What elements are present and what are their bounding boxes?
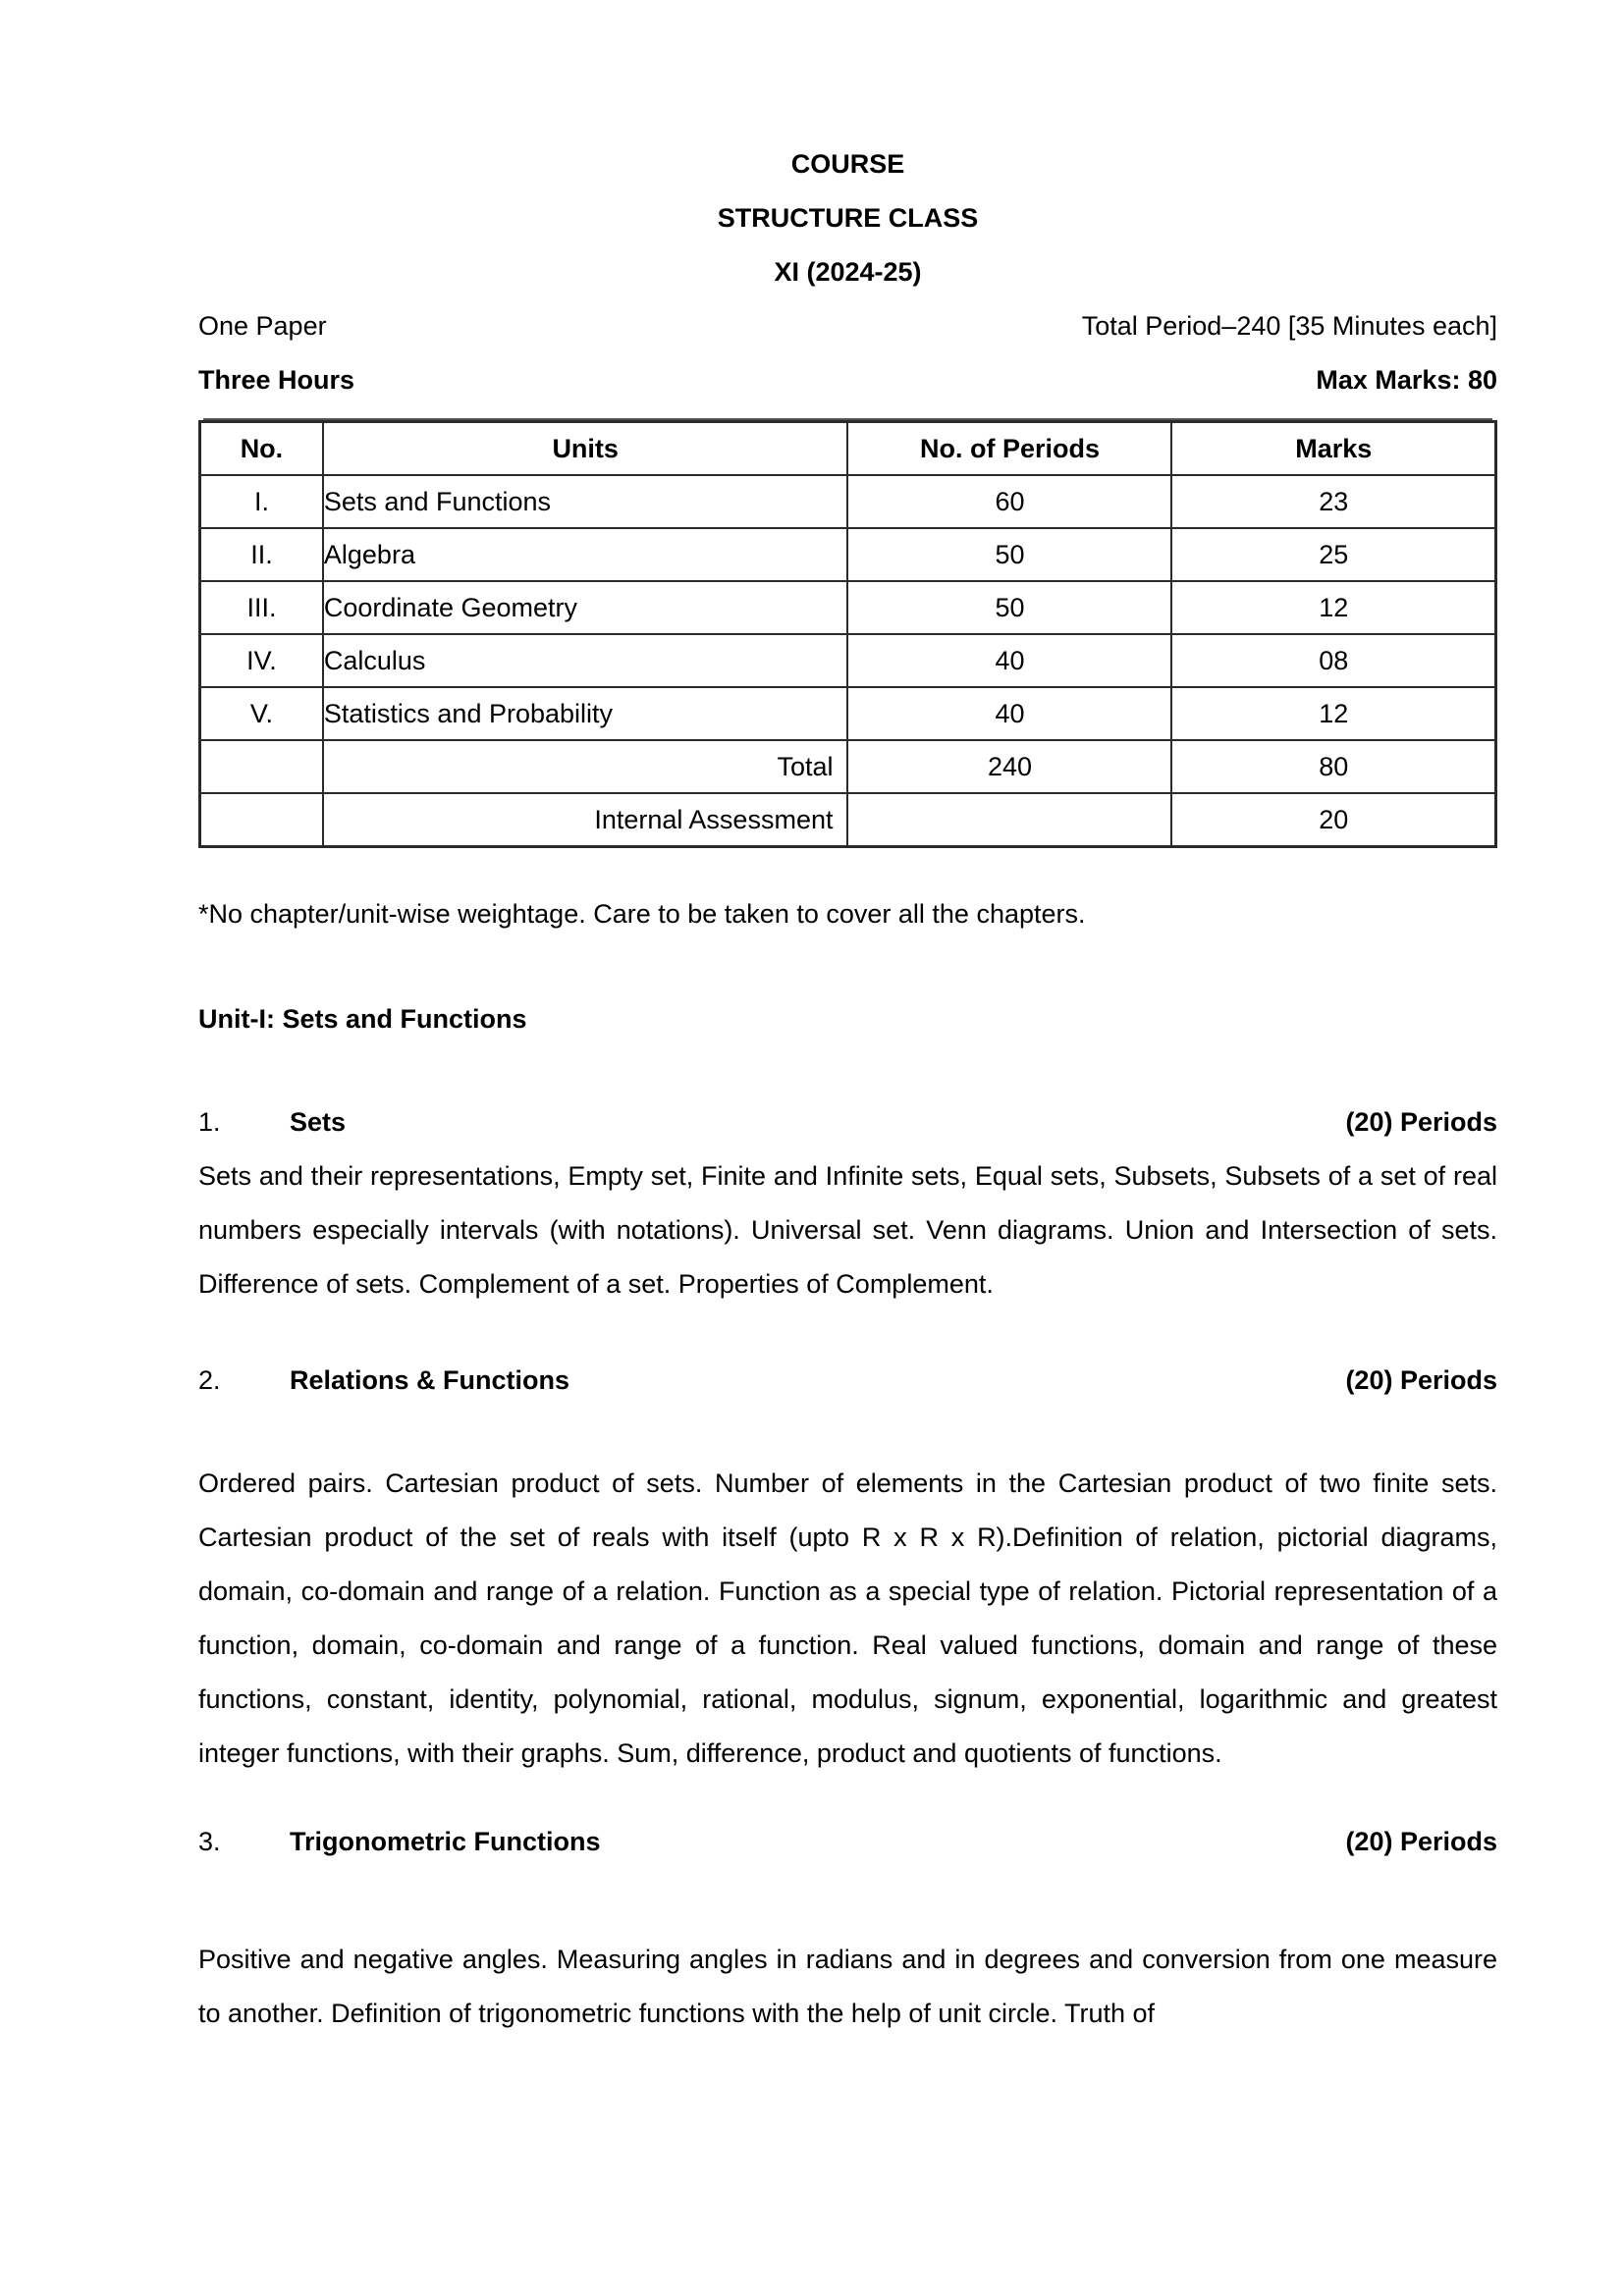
section-periods: (20) Periods <box>1345 1107 1497 1137</box>
section-heading-trigonometric-functions <box>198 1815 1497 1869</box>
table-row <box>200 528 1496 581</box>
table-row <box>200 634 1496 687</box>
internal-assessment-periods <box>847 793 1171 847</box>
title-line-2: STRUCTURE CLASS <box>717 203 979 233</box>
table-row <box>200 687 1496 740</box>
row-periods: 50 <box>847 581 1171 634</box>
total-marks: 80 <box>1171 740 1495 793</box>
internal-assessment-marks: 20 <box>1171 793 1495 847</box>
row-periods: 50 <box>847 528 1171 581</box>
max-marks-label: Max Marks: 80 <box>1316 365 1497 395</box>
table-row <box>200 581 1496 634</box>
row-no <box>200 793 323 847</box>
section-heading-sets <box>198 1095 1497 1149</box>
table-row <box>200 475 1496 528</box>
row-marks: 23 <box>1171 475 1495 528</box>
header-no: No. <box>200 422 323 476</box>
row-no: IV. <box>200 634 323 687</box>
row-periods: 40 <box>847 687 1171 740</box>
section-title: Relations & Functions <box>290 1365 570 1395</box>
row-no: V. <box>200 687 323 740</box>
row-no <box>200 740 323 793</box>
weightage-note: *No chapter/unit-wise weightage. Care to be taken to cover all the chapters. <box>198 899 1086 929</box>
row-periods: 40 <box>847 634 1171 687</box>
row-no: III. <box>200 581 323 634</box>
row-marks: 25 <box>1171 528 1495 581</box>
paper-count-label: One Paper <box>198 311 327 341</box>
row-unit: Statistics and Probability <box>323 687 848 740</box>
header-marks: Marks <box>1171 422 1495 476</box>
unit-heading: Unit-I: Sets and Functions <box>198 1004 527 1034</box>
total-period-label: Total Period–240 [35 Minutes each] <box>1081 311 1497 341</box>
row-marks: 12 <box>1171 687 1495 740</box>
section-title: Trigonometric Functions <box>290 1827 601 1856</box>
section-periods: (20) Periods <box>1345 1365 1497 1395</box>
section-number: 3. <box>198 1827 221 1856</box>
section-periods: (20) Periods <box>1345 1827 1497 1856</box>
row-unit: Algebra <box>323 528 848 581</box>
total-periods: 240 <box>847 740 1171 793</box>
section-heading-relations-functions <box>198 1354 1497 1408</box>
internal-assessment-label: Internal Assessment <box>323 793 848 847</box>
row-unit: Calculus <box>323 634 848 687</box>
row-periods: 60 <box>847 475 1171 528</box>
row-no: I. <box>200 475 323 528</box>
row-marks: 12 <box>1171 581 1495 634</box>
total-label: Total <box>323 740 848 793</box>
title-line-1: COURSE <box>790 149 905 179</box>
section-number: 2. <box>198 1365 221 1395</box>
section-number: 1. <box>198 1107 221 1137</box>
section-body-sets: Sets and their representations, Empty set, Finite and Infinite sets, Equal sets, Subsets, Subsets of a set of real numbers especially intervals (with notations). Universal set. Venn diagrams. Union and Intersection of sets. Difference of sets. Complement of a set. Properties of Complement. <box>198 1161 1497 1299</box>
header-units: Units <box>323 422 848 476</box>
table-total-row <box>200 740 1496 793</box>
course-structure-table <box>198 420 1497 848</box>
duration-label: Three Hours <box>198 365 355 395</box>
title-line-3: XI (2024-25) <box>774 257 922 287</box>
row-no: II. <box>200 528 323 581</box>
document-title <box>198 137 1497 299</box>
table-internal-assessment-row <box>200 793 1496 847</box>
section-body-trigonometric-functions: Positive and negative angles. Measuring angles in radians and in degrees and conversion from one measure to another. Definition of trigonometric functions with the help of unit circle. Truth of <box>198 1945 1497 2028</box>
row-unit: Sets and Functions <box>323 475 848 528</box>
row-unit: Coordinate Geometry <box>323 581 848 634</box>
row-marks: 08 <box>1171 634 1495 687</box>
header-periods: No. of Periods <box>847 422 1171 476</box>
table-header-row <box>200 422 1496 476</box>
section-title: Sets <box>290 1107 347 1137</box>
exam-meta-row-2 <box>198 353 1497 407</box>
section-body-relations-functions: Ordered pairs. Cartesian product of sets. Number of elements in the Cartesian product of two finite sets. Cartesian product of the set of reals with itself (upto R x R x R).Definition of relation, pictorial diagrams, domain, co-domain and range of a relation. Function as a special type of relation. Pictorial representation of a function, domain, co-domain and range of a function. Real valued functions, domain and range of these functions, constant, identity, polynomial, rational, modulus, signum, exponential, logarithmic and greatest integer functions, with their graphs. Sum, difference, product and quotients of functions. <box>198 1468 1497 1768</box>
exam-meta-row-1 <box>198 299 1497 353</box>
